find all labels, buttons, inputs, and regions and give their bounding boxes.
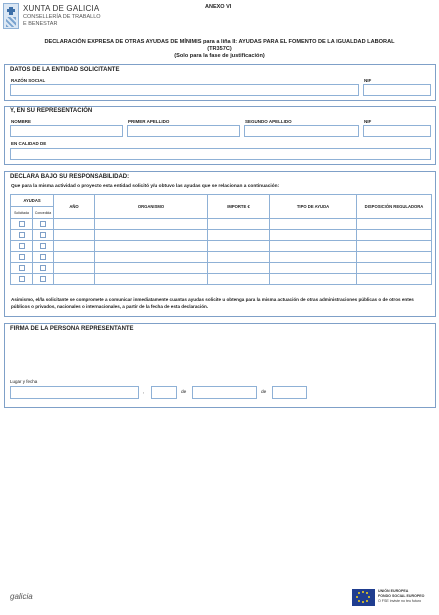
tipo-ayuda-header: TIPO DE AYUDA (270, 195, 357, 219)
concedida-checkbox-cell (33, 274, 54, 285)
table-header-row (11, 195, 432, 207)
anio-cell[interactable] (54, 274, 95, 285)
en-calidad-de-field[interactable] (10, 148, 431, 160)
organismo-header: ORGANISMO (95, 195, 208, 219)
disposicion-cell[interactable] (357, 241, 432, 252)
organismo-cell[interactable] (95, 219, 208, 230)
disposicion-cell[interactable] (357, 274, 432, 285)
org-name: XUNTA DE GALICIA (23, 4, 100, 13)
organismo-cell[interactable] (95, 241, 208, 252)
tipo-ayuda-cell[interactable] (270, 219, 357, 230)
anio-header: AÑO (54, 195, 95, 219)
solicitada-header: Solicitada (11, 207, 33, 219)
mes-field[interactable] (192, 386, 257, 399)
concedida-checkbox-cell (33, 252, 54, 263)
compromiso-text: Asimismo, el/la solicitante se compromete a comunicar inmediatamente cuantas ayudas solicite u obtenga para la misma actuación de otras administraciones públicas o de otros entes públicos o privados, nacionales o internacionales, a partir de la fecha de esta declaración. (11, 297, 414, 309)
organismo-cell[interactable] (95, 263, 208, 274)
concedida-checkbox[interactable] (40, 265, 46, 271)
concedida-checkbox[interactable] (40, 254, 46, 260)
concedida-checkbox[interactable] (40, 276, 46, 282)
organismo-cell[interactable] (95, 230, 208, 241)
xunta-logo-icon (3, 3, 19, 29)
concedida-checkbox[interactable] (40, 221, 46, 227)
anio-cell[interactable] (54, 263, 95, 274)
organismo-cell[interactable] (95, 252, 208, 263)
disposicion-cell[interactable] (357, 219, 432, 230)
tipo-ayuda-cell[interactable] (270, 274, 357, 285)
solicitada-checkbox-cell (11, 230, 33, 241)
eu-funding-text: UNIÓN EUROPEA FONDO SOCIAL EUROPEO O FSE inviste no teu futuro (378, 589, 425, 603)
solicitada-checkbox[interactable] (19, 276, 25, 282)
anio-field[interactable] (272, 386, 307, 399)
importe-cell[interactable] (208, 263, 270, 274)
entidad-section-title: DATOS DE LA ENTIDAD SOLICITANTE (10, 67, 120, 73)
comma-separator: , (143, 390, 145, 395)
annex-label: ANEXO VI (205, 4, 232, 10)
tipo-ayuda-cell[interactable] (270, 252, 357, 263)
lugar-fecha-label: Lugar y fecha (10, 379, 38, 384)
entidad-section (4, 64, 436, 101)
disposicion-cell[interactable] (357, 252, 432, 263)
representacion-section (4, 106, 436, 165)
ayudas-table (10, 194, 432, 285)
importe-cell[interactable] (208, 274, 270, 285)
page-title: DECLARACIÓN EXPRESA DE OTRAS AYUDAS DE MÍNIMIS para a liña II: AYUDAS PARA EL FOMENTO DE LA IGUALDAD LABORAL (TR357C) (Solo para la fase de justificación) (44, 39, 395, 59)
declara-section (4, 171, 436, 317)
concedida-checkbox[interactable] (40, 232, 46, 238)
table-row (11, 219, 432, 230)
entidad-nif-field[interactable] (363, 84, 431, 96)
galicia-footer-logo: galicia (10, 592, 33, 601)
importe-cell[interactable] (208, 219, 270, 230)
concedida-checkbox-cell (33, 241, 54, 252)
importe-cell[interactable] (208, 230, 270, 241)
importe-cell[interactable] (208, 241, 270, 252)
ayudas-header: AYUDAS (11, 195, 54, 207)
table-row (11, 230, 432, 241)
tipo-ayuda-cell[interactable] (270, 230, 357, 241)
de-label-2: de (261, 390, 267, 395)
nombre-label: NOMBRE (11, 119, 31, 124)
primer-apellido-label: PRIMER APELLIDO (128, 119, 170, 124)
lugar-field[interactable] (10, 386, 139, 399)
firma-section-title: FIRMA DE LA PERSONA REPRESENTANTE (10, 326, 134, 332)
solicitada-checkbox-cell (11, 274, 33, 285)
segundo-apellido-label: SEGUNDO APELLIDO (245, 119, 292, 124)
declara-section-title: DECLARA BAJO SU RESPONSABILIDAD: (10, 174, 130, 180)
tipo-ayuda-cell[interactable] (270, 241, 357, 252)
importe-cell[interactable] (208, 252, 270, 263)
importe-header: IMPORTE € (208, 195, 270, 219)
table-row (11, 263, 432, 274)
anio-cell[interactable] (54, 252, 95, 263)
eu-flag-icon (352, 589, 375, 606)
solicitada-checkbox[interactable] (19, 221, 25, 227)
organismo-cell[interactable] (95, 274, 208, 285)
de-label-1: de (181, 390, 187, 395)
table-row (11, 252, 432, 263)
concedida-checkbox[interactable] (40, 243, 46, 249)
anio-cell[interactable] (54, 219, 95, 230)
dia-field[interactable] (151, 386, 177, 399)
solicitada-checkbox[interactable] (19, 265, 25, 271)
concedida-checkbox-cell (33, 230, 54, 241)
org-department: CONSELLERÍA DE TRABALLO E BENESTAR (23, 14, 101, 27)
solicitada-checkbox-cell (11, 241, 33, 252)
en-calidad-de-label: EN CALIDAD DE (11, 141, 47, 146)
primer-apellido-field[interactable] (127, 125, 240, 137)
solicitada-checkbox-cell (11, 252, 33, 263)
concedida-checkbox-cell (33, 219, 54, 230)
solicitada-checkbox-cell (11, 219, 33, 230)
declara-intro: Que para la misma actividad o proyecto esta entidad solicitó y/u obtuvo las ayudas que se relacionan a continuación: (11, 184, 280, 189)
solicitada-checkbox-cell (11, 263, 33, 274)
solicitada-checkbox[interactable] (19, 243, 25, 249)
tipo-ayuda-cell[interactable] (270, 263, 357, 274)
table-row (11, 274, 432, 285)
table-row (11, 241, 432, 252)
disposicion-cell[interactable] (357, 230, 432, 241)
representacion-section-title: Y, EN SU REPRESENTACIÓN (10, 108, 93, 114)
firma-section (4, 323, 436, 408)
representante-nif-label: NIF (364, 119, 372, 124)
concedida-checkbox-cell (33, 263, 54, 274)
disposicion-header: DISPOSICIÓN REGULADORA (357, 195, 432, 219)
disposicion-cell[interactable] (357, 263, 432, 274)
concedida-header: Concedida (33, 207, 54, 219)
solicitada-checkbox[interactable] (19, 254, 25, 260)
anio-cell[interactable] (54, 241, 95, 252)
razon-social-label: RAZÓN SOCIAL (11, 78, 46, 83)
razon-social-field[interactable] (10, 84, 359, 96)
nombre-field[interactable] (10, 125, 123, 137)
segundo-apellido-field[interactable] (244, 125, 359, 137)
solicitada-checkbox[interactable] (19, 232, 25, 238)
anio-cell[interactable] (54, 230, 95, 241)
representante-nif-field[interactable] (363, 125, 431, 137)
nif-label: NIF (364, 78, 372, 83)
